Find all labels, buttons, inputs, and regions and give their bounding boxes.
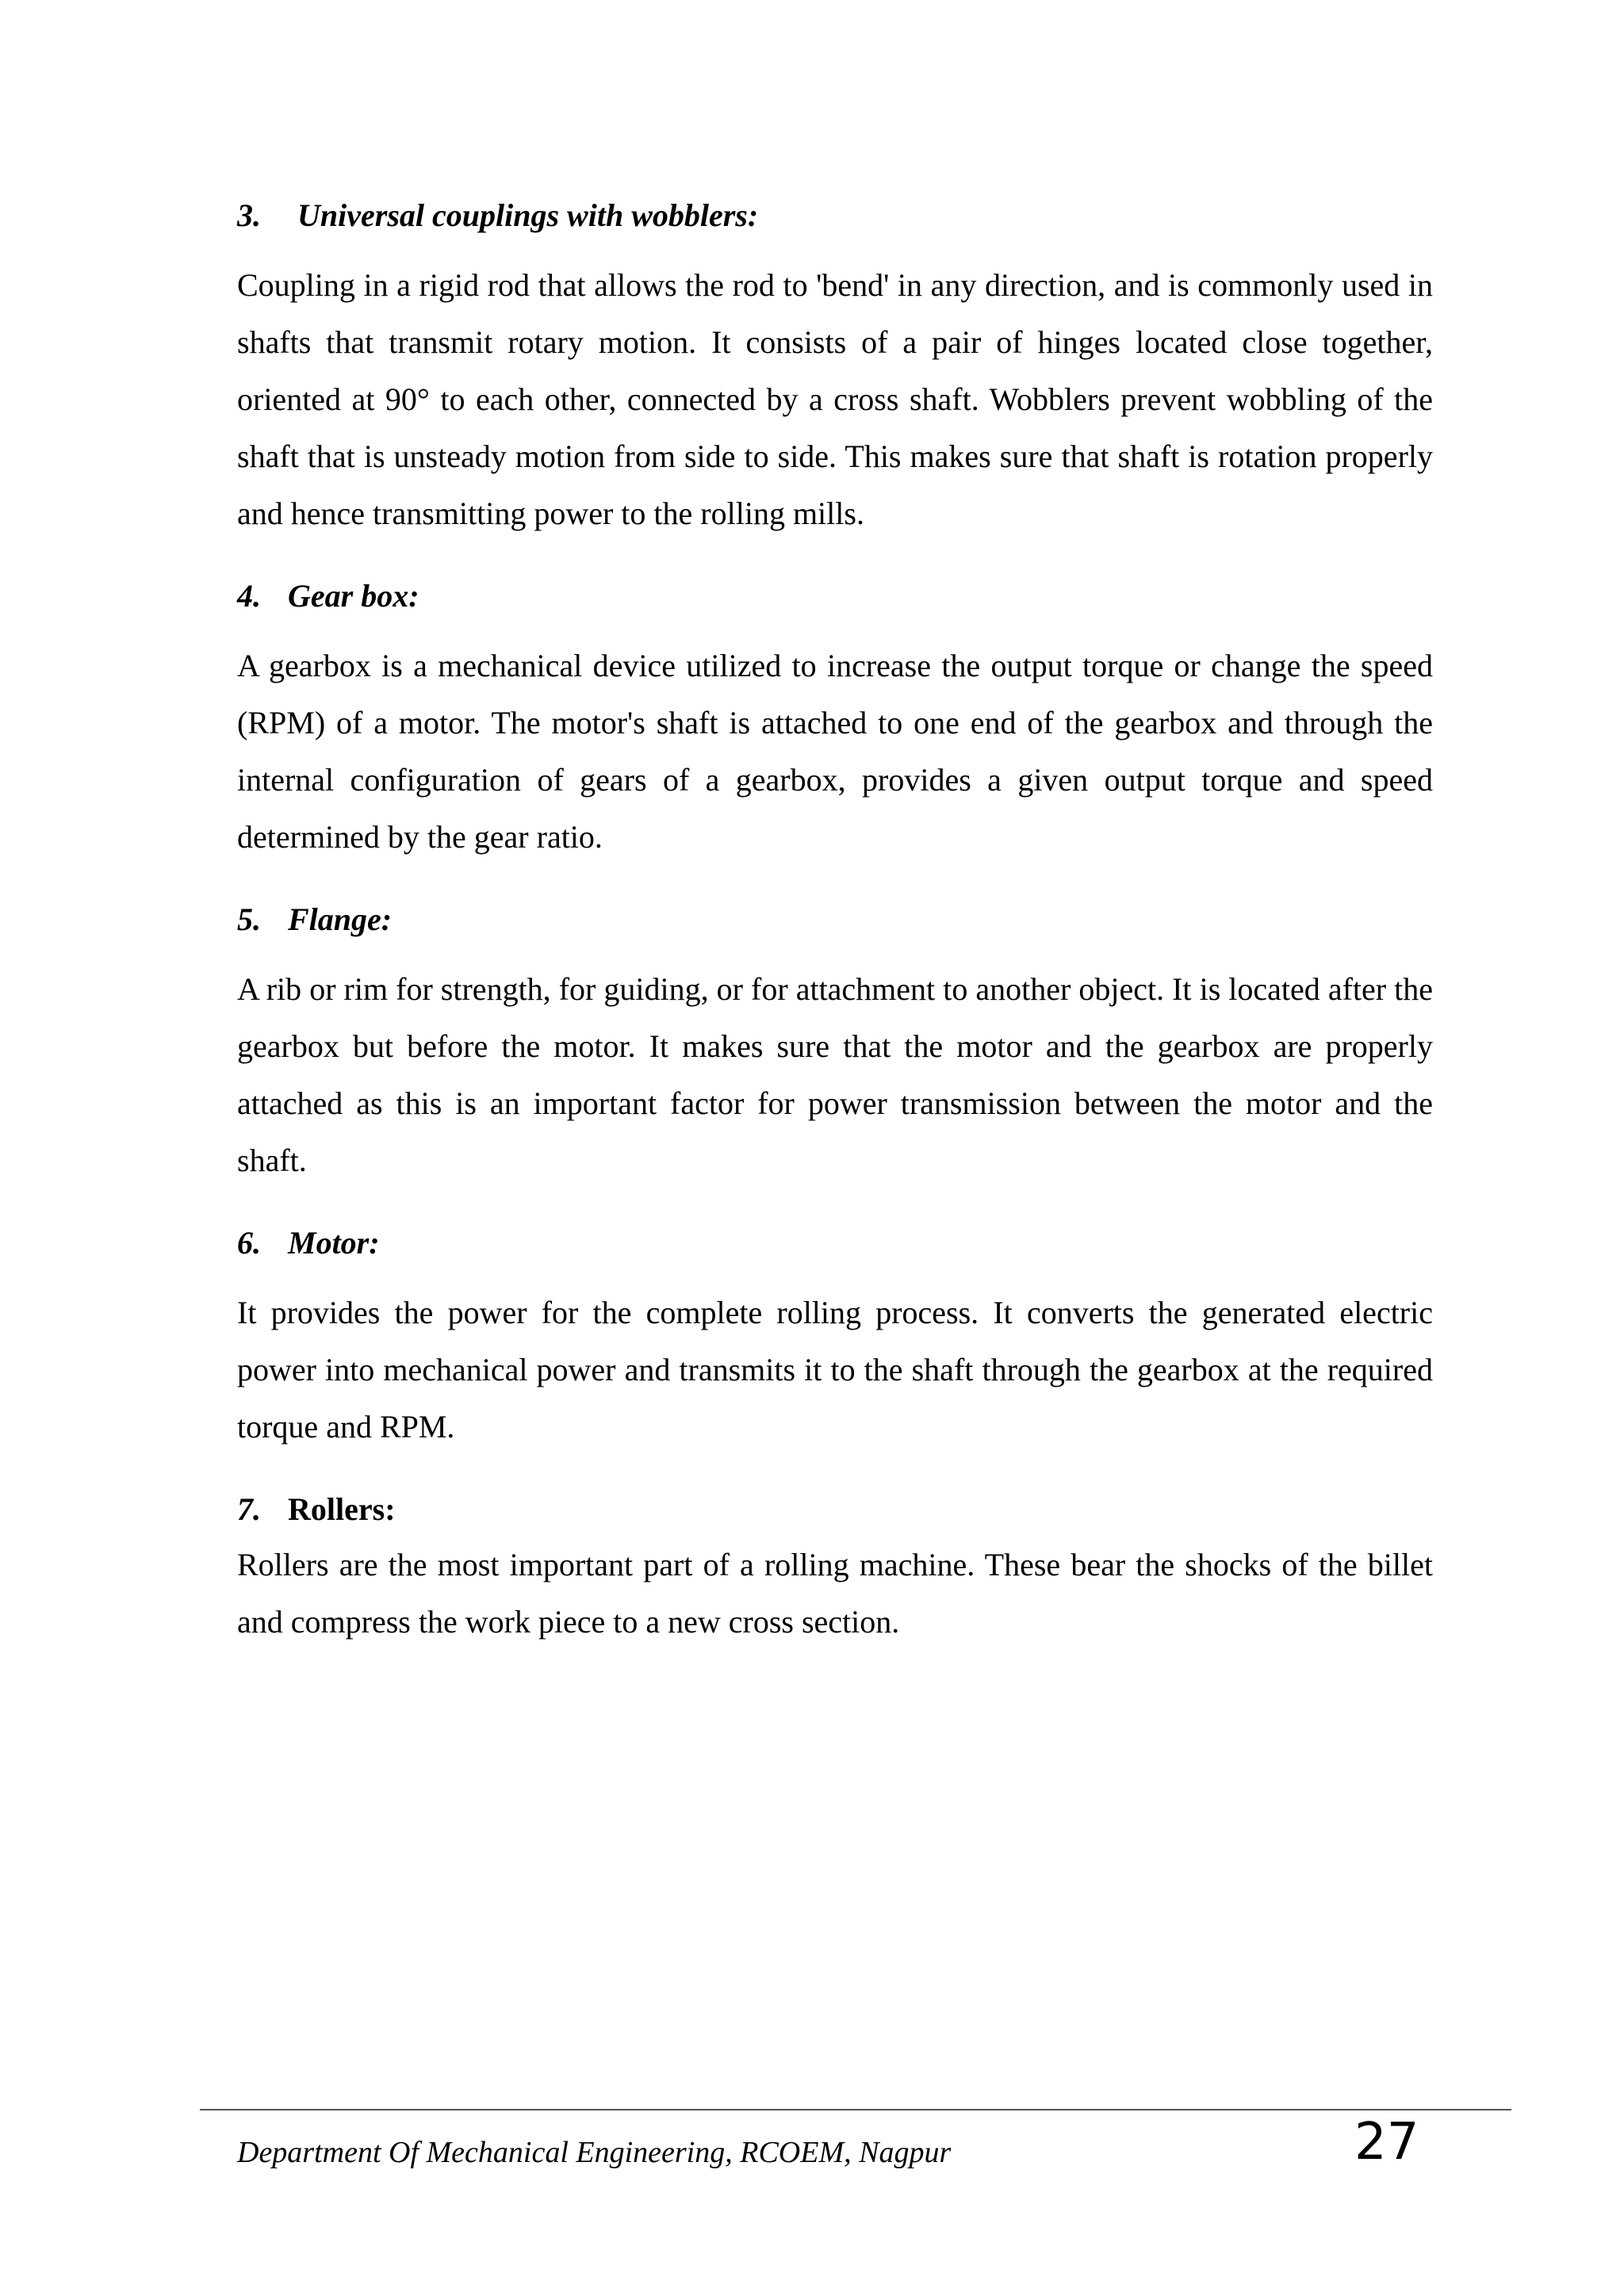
section-rollers	[237, 1481, 1433, 1651]
footer-divider	[200, 2109, 1511, 2110]
section-number: 6.	[237, 1225, 261, 1261]
section-motor	[237, 1215, 1433, 1456]
section-paragraph: Coupling in a rigid rod that allows the rod to 'bend' in any direction, and is commonly used in shafts that transmit rotary motion. It consists of a pair of hinges located close together, oriented at 90° to each other, connected by a cross shaft. Wobblers prevent wobbling of the shaft that is unsteady motion from side to side. This makes sure that shaft is rotation properly and hence transmitting power to the rolling mills.	[237, 267, 1433, 531]
section-paragraph: A gearbox is a mechanical device utilized to increase the output torque or change the speed (RPM) of a motor. The motor's shaft is attached to one end of the gearbox and through the internal configuration of gears of a gearbox, provides a given output torque and speed determined by the gear ratio.	[237, 648, 1433, 855]
section-heading	[237, 891, 1433, 948]
section-title: Universal couplings with wobblers:	[297, 197, 759, 233]
section-paragraph: It provides the power for the complete rolling process. It converts the generated electric power into mechanical power and transmits it to the shaft through the gearbox at the required torque and RPM.	[237, 1295, 1433, 1445]
section-paragraph: A rib or rim for strength, for guiding, or for attachment to another object. It is located after the gearbox but before the motor. It makes sure that the motor and the gearbox are properly attached as this is an important factor for power transmission between the motor and the shaft.	[237, 971, 1433, 1178]
section-heading	[237, 1215, 1433, 1272]
section-gear-box	[237, 568, 1433, 866]
section-number: 4.	[237, 578, 261, 614]
section-title: Motor:	[288, 1225, 380, 1261]
section-number: 7.	[237, 1491, 261, 1527]
section-number: 5.	[237, 901, 261, 937]
section-paragraph: Rollers are the most important part of a rolling machine. These bear the shocks of the billet and compress the work piece to a new cross section.	[237, 1547, 1433, 1640]
section-title: Flange:	[288, 901, 393, 937]
page-number: 27	[1354, 2113, 1419, 2172]
section-heading	[237, 187, 1433, 244]
section-number: 3.	[237, 197, 261, 233]
section-title: Rollers:	[288, 1491, 396, 1527]
footer-department: Department Of Mechanical Engineering, RCOEM, Nagpur	[237, 2136, 952, 2169]
section-universal-couplings	[237, 187, 1433, 542]
section-heading	[237, 568, 1433, 625]
section-flange	[237, 891, 1433, 1189]
page-content	[237, 187, 1433, 1676]
section-title: Gear box:	[288, 578, 419, 614]
section-heading	[237, 1481, 1433, 1538]
